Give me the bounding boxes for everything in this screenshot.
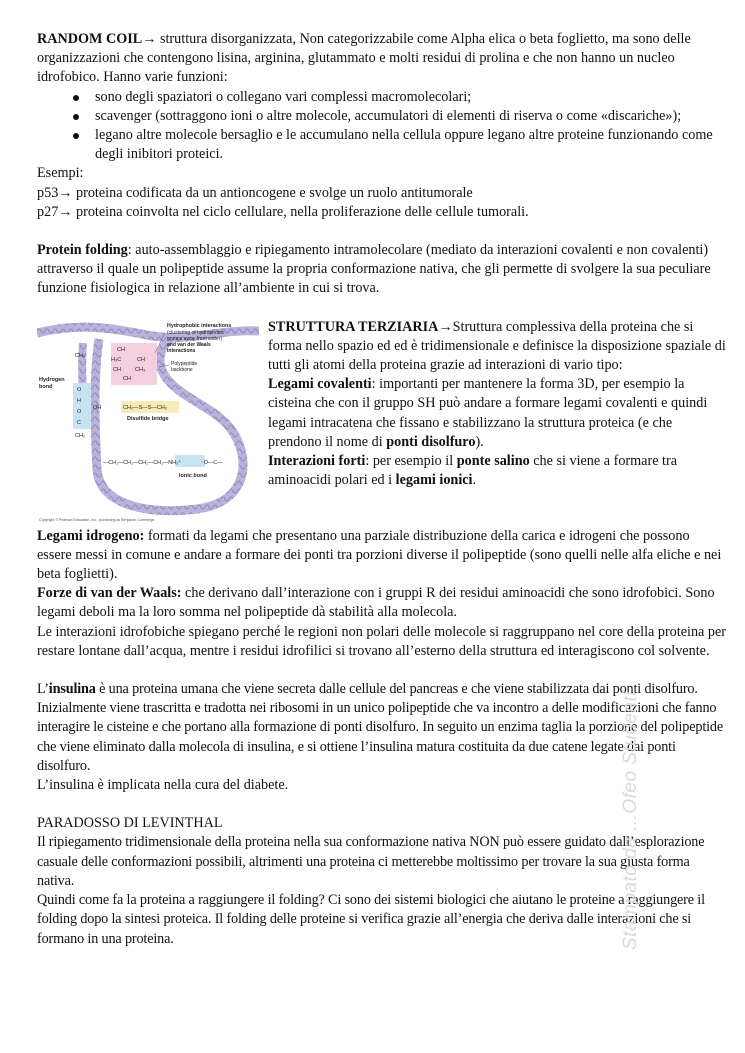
arrow: → — [438, 318, 453, 335]
chem-label: C — [77, 419, 81, 426]
van-der-waals-term: Forze di van der Waals: — [37, 585, 182, 602]
chem-label: H — [77, 397, 81, 404]
terziaria-heading: STRUTTURA TERZIARIA — [268, 318, 439, 335]
insulina-prefix: L’ — [37, 681, 49, 698]
hydrophobic-note: and van der Waals — [167, 341, 211, 348]
hydrophobic-note: (clustering of hydrophobic — [167, 329, 225, 336]
chem-label: O — [77, 386, 82, 393]
hydrophobic-note: groups away from water) — [167, 335, 223, 342]
van-der-waals-text: che derivano dall’interazione con i gruppi R dei residui aminoacidi che sono idrofobici. Sono legami deboli ma la loro somma nel polipeptide dà stabilità alla molecola. — [37, 585, 715, 621]
examples-label: Esempi: — [37, 165, 84, 182]
chem-label: CH₃ — [135, 366, 146, 373]
chem-label: ⁻O—C— — [201, 459, 223, 466]
random-coil-heading: RANDOM COIL — [37, 31, 143, 47]
interactions-diagram — [37, 319, 259, 525]
example-p53: p53→ proteina codificata da un antioncogene e svolge un ruolo antitumorale — [37, 184, 473, 201]
levinthal-paragraph-1: Il ripiegamento tridimensionale della proteina nella sua conformazione nativa NON può essere guidato dall’esplorazione casuale delle conformazioni possibili, altrimenti una proteina ci metterebbe moltissimo per trovare la sua giusta forma nativa. — [37, 834, 705, 889]
protein-folding-text: : auto-assemblaggio e ripiegamento intramolecolare (mediato da interazioni covalenti e non covalenti) attraverso il quale un polipeptide assume la propria conformazione nativa, che gli permette di svolgere la sua peculiare funzione fisiologica in relazione all’ambiente in cui si trova. — [37, 242, 711, 297]
legami-ionici-term: legami ionici — [395, 472, 473, 489]
watermark-text: Stampato da ...Ofeo Studenti — [620, 690, 641, 950]
insulina-term: insulina — [48, 681, 96, 698]
tertiary-structure-figure — [37, 319, 259, 525]
watermark — [612, 540, 652, 960]
protein-folding-paragraph — [37, 241, 727, 299]
protein-folding-term: Protein folding — [37, 242, 128, 259]
covalenti-text: : importanti per mantenere la forma 3D, per esempio la cisteina che con il gruppo SH può andare a formare legami covalenti e quindi legami intracatena che fissano e stabilizzano la struttura proteica (e che prendono il nome di — [268, 376, 708, 450]
chem-label: CH₂—S—S—CH₂ — [123, 404, 167, 411]
chem-label: OH — [93, 404, 102, 411]
chem-label: H₃C — [111, 356, 122, 363]
forti-text: che si viene a formare tra aminoacidi polari ed i — [268, 453, 678, 489]
backbone-label: backbone — [171, 366, 193, 373]
chem-label: CH₂ — [75, 432, 86, 439]
disulfide-label: Disulfide bridge — [127, 415, 169, 422]
list-item: legano altre molecole bersaglio e le accumulano nella cellula oppure legano altre proteine funzionando come degli inibitori proteici. — [95, 126, 727, 164]
idrofobiche-paragraph: Le interazioni idrofobiche spiegano perché le regioni non polari delle molecole si raggruppano nel core della proteina per restare lontane dall’acqua, mentre i residui idrofilici si trovano all’esterno della struttura ed interagiscono col solvente. — [37, 623, 727, 659]
terziaria-text: Struttura complessiva della proteina che si forma nello spazio ed ed è tridimensionale e definisce la disposizione spaziale di tutti gli atomi della proteina grazie ad interazioni di vario tipo: — [268, 318, 726, 374]
backbone-label: Polypeptide — [171, 360, 198, 367]
forti-term: Interazioni forti — [268, 453, 366, 470]
forti-end: . — [472, 472, 477, 489]
ponte-salino-term: ponte salino — [456, 453, 530, 470]
chem-label: O — [77, 408, 82, 415]
hydrogen-bond-label: Hydrogen — [39, 376, 65, 383]
list-item: sono degli spaziatori o collegano vari complessi macromolecolari; — [95, 88, 727, 107]
hydrogen-bond-label: bond — [39, 383, 53, 390]
chem-label: CH₂ — [75, 352, 86, 359]
figure-copyright: Copyright © Pearson Education, Inc., publishing as Benjamin Cummings — [39, 517, 155, 522]
chem-label: —CH₂—CH₂—CH₂—CH₂—NH₃⁺ — [103, 459, 181, 466]
forti-text: : per esempio il — [365, 453, 457, 470]
insulina-text: è una proteina umana che viene secreta dalle cellule del pancreas e che viene stabilizzata dai ponti disolfuro. Inizialmente viene trascritta e tradotta nei ribosomi in un unico polipeptide che va incontro a delle modificazioni che fanno interagire le cisteine e che portano alla formazione di ponti disolfuro. In seguito un enzima taglia la porzione del polipeptide che viene eliminato dalla molecola di insulina, e si ottiene l’insulina matura costituita da due catene legate dai ponti disolfuro. — [37, 681, 723, 774]
levinthal-heading: PARADOSSO DI LEVINTHAL — [37, 815, 223, 832]
covalenti-term: Legami covalenti — [268, 376, 372, 393]
hydrogen-bond-box — [73, 383, 91, 429]
covalenti-end: ). — [475, 433, 484, 450]
random-coil-intro: struttura disorganizzata, Non categorizzabile come Alpha elica o beta foglietto, ma sono delle organizzazioni che contengono lisina, arginina, glutammato e molti residui di prolina e che non hanno un nucleo idrofobico. Hanno varie funzioni: — [37, 31, 691, 86]
ponti-disolfuro-term: ponti disolfuro — [386, 433, 476, 450]
example-p27: p27→ proteina coinvolta nel ciclo cellulare, nella proliferazione delle cellule tumorali. — [37, 203, 529, 220]
list-item: scavenger (sottraggono ioni o altre molecole, accumulatori di elementi di riserva o come «discariche»); — [95, 107, 727, 126]
functions-list — [37, 88, 727, 165]
hydrophobic-label: Hydrophobic interactions — [167, 322, 232, 329]
random-coil-paragraph — [37, 30, 727, 88]
chem-label: CH — [123, 375, 131, 382]
arrow: → — [142, 31, 157, 47]
idrogeno-text: formati da legami che presentano una parziale distribuzione della carica e idrogeni che possono essere messi in comune e andare a formare dei ponti tra porzioni diverse il polipeptide (sono quelli nelle alfa eliche e nei beta foglietti). — [37, 527, 722, 583]
chem-label: CH — [137, 356, 145, 363]
ionic-bond-label: Ionic bond — [179, 472, 207, 479]
levinthal-paragraph-2: Quindi come fa la proteina a raggiungere il folding? Ci sono dei sistemi biologici che aiutano le proteine a raggiungere il folding dopo la sintesi proteica. Il folding delle proteine si verifica grazie all’energia che deriva dalle interazioni che si formano in una proteina. — [37, 892, 705, 947]
chem-label: CH — [113, 366, 121, 373]
chem-label: CH — [117, 346, 125, 353]
insulina-last: L’insulina è implicata nella cura del diabete. — [37, 777, 289, 794]
hydrophobic-note: interactions — [167, 347, 196, 354]
idrogeno-term: Legami idrogeno: — [37, 527, 145, 544]
